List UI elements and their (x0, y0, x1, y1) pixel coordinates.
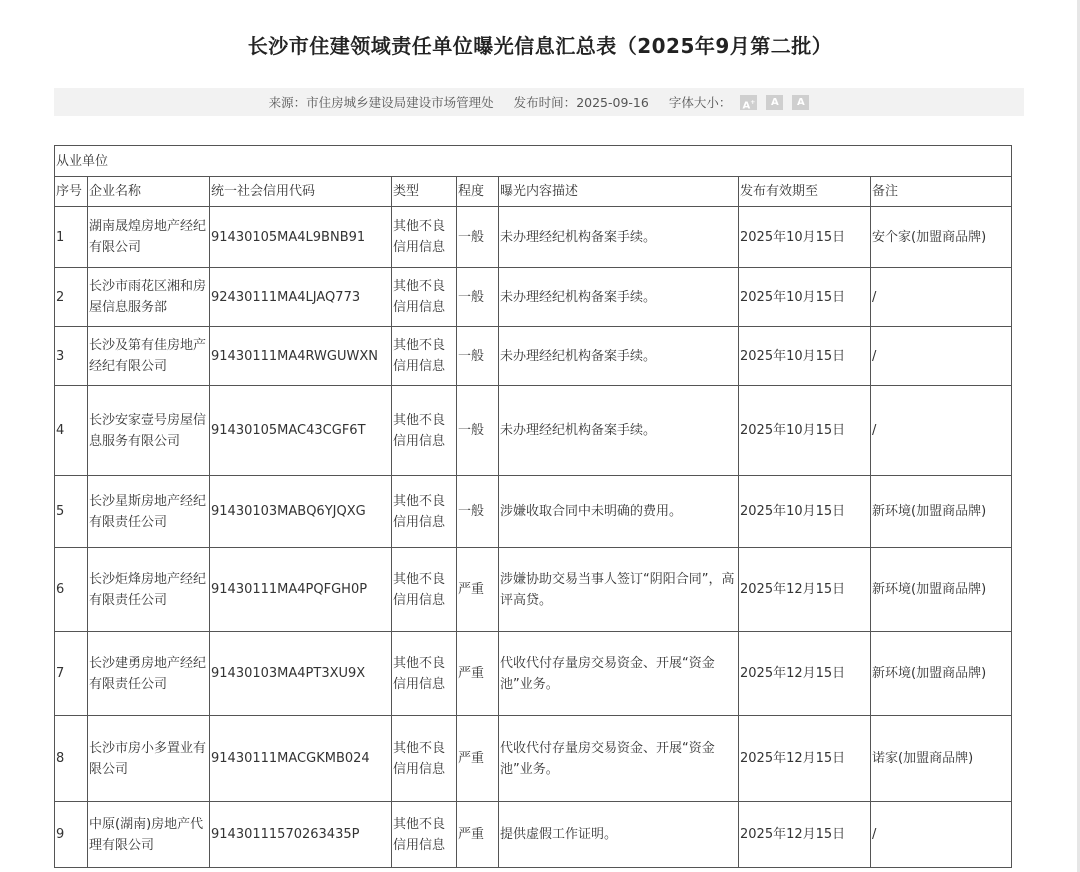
font-size-label: 字体大小： (668, 95, 732, 110)
row-level: 一般 (457, 327, 499, 386)
row-no: 4 (55, 386, 88, 476)
article-meta-bar (54, 88, 1024, 116)
section-label: 从业单位 (55, 146, 1012, 177)
row-description: 未办理经纪机构备案手续。 (499, 386, 739, 476)
row-company-name: 中原(湖南)房地产代理有限公司 (88, 802, 210, 868)
exposure-table (54, 145, 1012, 868)
row-credit-code: 91430111MA4RWGUWXN (210, 327, 392, 386)
publish-date-label: 发布时间： (513, 95, 577, 110)
row-expiry: 2025年10月15日 (739, 207, 871, 268)
table-row (55, 716, 1012, 802)
row-company-name: 长沙市房小多置业有限公司 (88, 716, 210, 802)
row-note: 安个家(加盟商品牌) (871, 207, 1012, 268)
header-row (55, 177, 1012, 207)
row-no: 1 (55, 207, 88, 268)
header-no: 序号 (55, 177, 88, 207)
row-no: 8 (55, 716, 88, 802)
row-expiry: 2025年10月15日 (739, 386, 871, 476)
row-expiry: 2025年10月15日 (739, 476, 871, 548)
row-type: 其他不良信用信息 (392, 268, 457, 327)
row-level: 一般 (457, 268, 499, 327)
row-credit-code: 92430111MA4LJAQ773 (210, 268, 392, 327)
row-level: 严重 (457, 632, 499, 716)
row-description: 提供虚假工作证明。 (499, 802, 739, 868)
source-label: 来源： (268, 95, 307, 110)
row-company-name: 长沙炬烽房地产经纪有限责任公司 (88, 548, 210, 632)
row-type: 其他不良信用信息 (392, 632, 457, 716)
table-row (55, 632, 1012, 716)
page-title: 长沙市住建领域责任单位曝光信息汇总表（2025年9月第二批） (247, 34, 833, 58)
row-level: 一般 (457, 207, 499, 268)
row-description: 未办理经纪机构备案手续。 (499, 268, 739, 327)
font-size-small-button[interactable]: A (792, 95, 809, 110)
row-note: 诺家(加盟商品牌) (871, 716, 1012, 802)
row-credit-code: 91430105MAC43CGF6T (210, 386, 392, 476)
row-type: 其他不良信用信息 (392, 207, 457, 268)
row-description: 涉嫌协助交易当事人签订“阴阳合同”，高评高贷。 (499, 548, 739, 632)
row-credit-code: 91430103MA4PT3XU9X (210, 632, 392, 716)
font-size-large-label: A (742, 99, 751, 111)
row-company-name: 长沙建勇房地产经纪有限责任公司 (88, 632, 210, 716)
row-credit-code: 91430111570263435P (210, 802, 392, 868)
row-no: 7 (55, 632, 88, 716)
row-company-name: 长沙安家壹号房屋信息服务有限公司 (88, 386, 210, 476)
row-company-name: 湖南晟煌房地产经纪有限公司 (88, 207, 210, 268)
row-credit-code: 91430111MA4PQFGH0P (210, 548, 392, 632)
row-company-name: 长沙星斯房地产经纪有限责任公司 (88, 476, 210, 548)
publish-date-value: 2025-09-16 (576, 94, 649, 110)
row-level: 严重 (457, 548, 499, 632)
row-note: / (871, 802, 1012, 868)
row-type: 其他不良信用信息 (392, 548, 457, 632)
row-credit-code: 91430105MA4L9BNB91 (210, 207, 392, 268)
header-level: 程度 (457, 177, 499, 207)
row-type: 其他不良信用信息 (392, 716, 457, 802)
font-size-large-button[interactable] (740, 95, 757, 110)
table-row (55, 476, 1012, 548)
row-note: 新环境(加盟商品牌) (871, 632, 1012, 716)
row-description: 涉嫌收取合同中未明确的费用。 (499, 476, 739, 548)
header-note: 备注 (871, 177, 1012, 207)
row-note: 新环境(加盟商品牌) (871, 476, 1012, 548)
row-credit-code: 91430103MABQ6YJQXG (210, 476, 392, 548)
row-description: 未办理经纪机构备案手续。 (499, 327, 739, 386)
row-company-name: 长沙及第有佳房地产经纪有限公司 (88, 327, 210, 386)
table-row (55, 802, 1012, 868)
row-level: 一般 (457, 476, 499, 548)
row-type: 其他不良信用信息 (392, 802, 457, 868)
row-credit-code: 91430111MACGKMB024 (210, 716, 392, 802)
header-description: 曝光内容描述 (499, 177, 739, 207)
row-no: 3 (55, 327, 88, 386)
header-credit-code: 统一社会信用代码 (210, 177, 392, 207)
row-note: / (871, 386, 1012, 476)
header-company-name: 企业名称 (88, 177, 210, 207)
row-company-name: 长沙市雨花区湘和房屋信息服务部 (88, 268, 210, 327)
table-row (55, 207, 1012, 268)
row-level: 一般 (457, 386, 499, 476)
row-type: 其他不良信用信息 (392, 476, 457, 548)
row-expiry: 2025年12月15日 (739, 716, 871, 802)
font-size-medium-button[interactable]: A (766, 95, 783, 110)
table-row (55, 548, 1012, 632)
row-type: 其他不良信用信息 (392, 327, 457, 386)
table-row (55, 386, 1012, 476)
row-description: 未办理经纪机构备案手续。 (499, 207, 739, 268)
row-expiry: 2025年12月15日 (739, 802, 871, 868)
source-value: 市住房城乡建设局建设市场管理处 (306, 95, 494, 110)
row-expiry: 2025年12月15日 (739, 548, 871, 632)
row-level: 严重 (457, 802, 499, 868)
row-description: 代收代付存量房交易资金、开展“资金池”业务。 (499, 716, 739, 802)
row-type: 其他不良信用信息 (392, 386, 457, 476)
table-row (55, 268, 1012, 327)
row-no: 2 (55, 268, 88, 327)
row-no: 9 (55, 802, 88, 868)
row-description: 代收代付存量房交易资金、开展“资金池”业务。 (499, 632, 739, 716)
row-expiry: 2025年10月15日 (739, 327, 871, 386)
row-note: / (871, 327, 1012, 386)
row-no: 5 (55, 476, 88, 548)
header-expiry: 发布有效期至 (739, 177, 871, 207)
row-expiry: 2025年10月15日 (739, 268, 871, 327)
font-size-large-sup: + (750, 98, 756, 106)
row-note: / (871, 268, 1012, 327)
row-no: 6 (55, 548, 88, 632)
header-type: 类型 (392, 177, 457, 207)
section-row (55, 146, 1012, 177)
table-row (55, 327, 1012, 386)
row-note: 新环境(加盟商品牌) (871, 548, 1012, 632)
row-expiry: 2025年12月15日 (739, 632, 871, 716)
row-level: 严重 (457, 716, 499, 802)
